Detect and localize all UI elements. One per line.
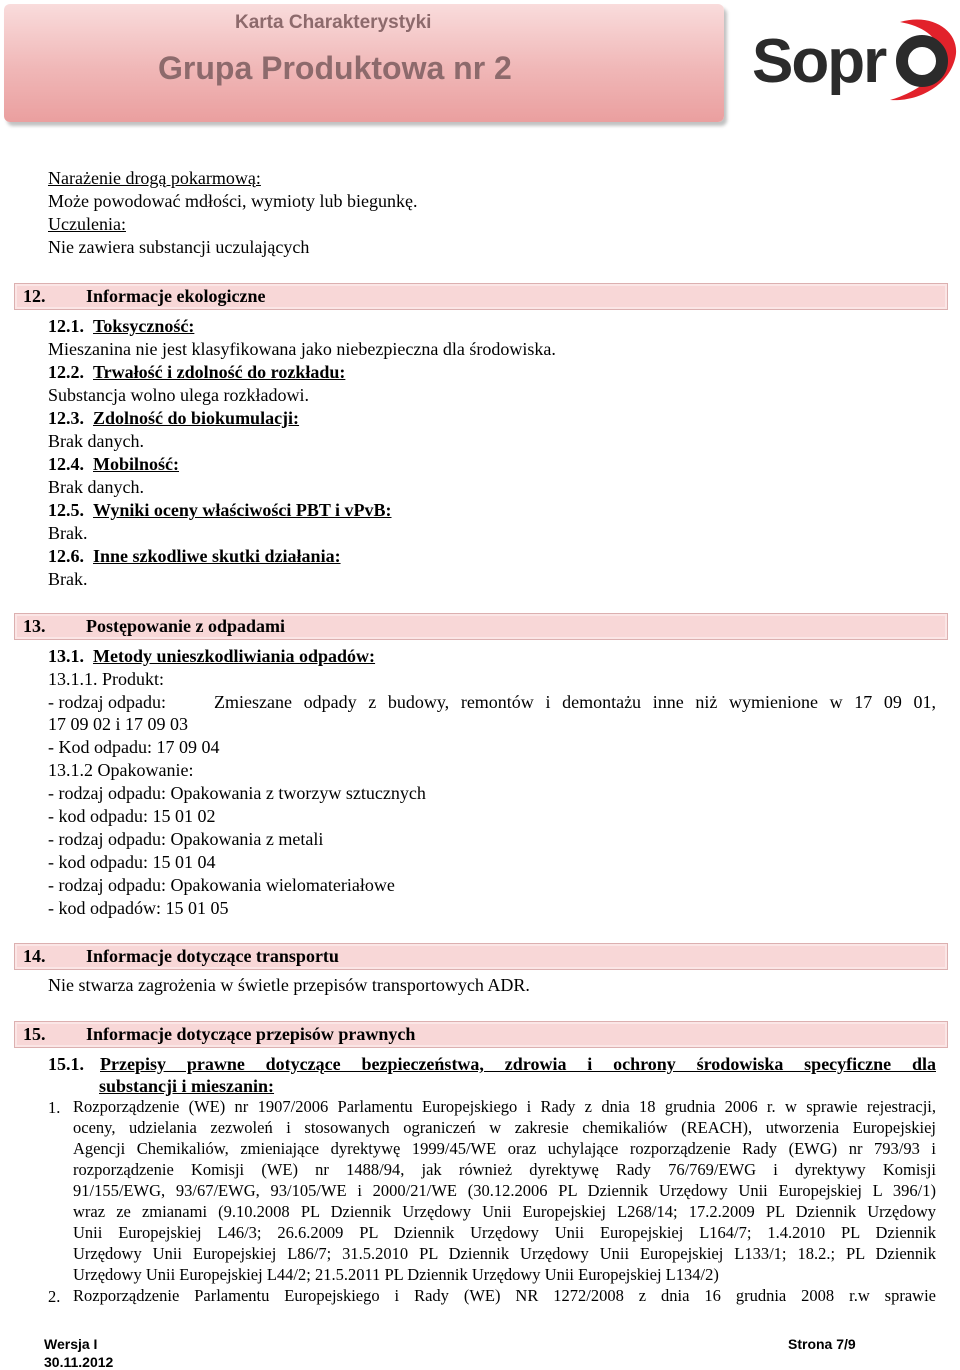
section-number: 12. bbox=[23, 286, 46, 306]
ingestion-heading: Narażenie drogą pokarmową: bbox=[48, 168, 261, 188]
sensitization-heading: Uczulenia: bbox=[48, 214, 126, 234]
packaging-label: 13.1.2 Opakowanie: bbox=[48, 760, 194, 780]
packaging-line: - kod odpadu: 15 01 04 bbox=[48, 852, 216, 872]
section-12-header bbox=[14, 283, 948, 310]
section-number: 15. bbox=[23, 1024, 46, 1044]
footer-version: Wersja I bbox=[44, 1336, 98, 1352]
regulation-line: rozporządzenie Komisji (WE) nr 1488/94, jak również dyrektywę Rady 76/769/EWG i dyrektywy Komisji bbox=[73, 1160, 936, 1179]
subsection-text: Brak. bbox=[48, 523, 88, 543]
regulation-line: Urzędowy Unii Europejskiej L86/7; 31.5.2010 PL Dziennik Urzędowy Unii Europejskiej L133/1; 18.2.; PL Dziennik bbox=[73, 1244, 936, 1263]
packaging-line: - rodzaj odpadu: Opakowania z metali bbox=[48, 829, 324, 849]
subsection-text: Brak. bbox=[48, 569, 88, 589]
subsection-number: 12.3. bbox=[48, 408, 84, 428]
packaging-line: - kod odpadów: 15 01 05 bbox=[48, 898, 229, 918]
waste-type-label: - rodzaj odpadu: bbox=[48, 692, 166, 712]
packaging-line: - rodzaj odpadu: Opakowania wielomateriałowe bbox=[48, 875, 395, 895]
section-number: 14. bbox=[23, 946, 46, 966]
list-marker: 1. bbox=[48, 1098, 61, 1117]
footer-date: 30.11.2012 bbox=[44, 1354, 114, 1370]
packaging-line: - kod odpadu: 15 01 02 bbox=[48, 806, 216, 826]
regulation-line: Agencji Chemikaliów, zmieniające dyrektywę 1999/45/WE oraz uchylające rozporządzenie Rady (EWG) nr 793/93 i bbox=[73, 1139, 936, 1158]
subsection-heading: Inne szkodliwe skutki działania: bbox=[93, 546, 341, 566]
regulation-line: Rozporządzenie (WE) nr 1907/2006 Parlamentu Europejskiego i Rady z dnia 18 grudnia 2006 r. w sprawie rejestracji, bbox=[73, 1097, 936, 1116]
regulation-line: Urzędowy Unii Europejskiej L44/2; 21.5.2011 PL Dziennik Urzędowy Unii Europejskiej L134/2) bbox=[73, 1265, 719, 1284]
section-number: 13. bbox=[23, 616, 46, 636]
subsection-number: 12.6. bbox=[48, 546, 84, 566]
footer-page-number: Strona 7/9 bbox=[788, 1336, 856, 1352]
svg-text:Sopr: Sopr bbox=[752, 27, 886, 96]
regulation-line: 91/155/EWG, 93/67/EWG, 93/105/WE i 2000/21/WE (30.12.2006 PL Dziennik Urzędowy Unii Europejskiej L 396/1) bbox=[73, 1181, 936, 1200]
regulation-line: oceny, udzielania zezwoleń i stosowanych ograniczeń w zakresie chemikaliów (REACH), utworzenia Europejskiej bbox=[73, 1118, 936, 1137]
section-15-header bbox=[14, 1021, 948, 1048]
section-14-header bbox=[14, 943, 948, 970]
subsection-heading: Zdolność do biokumulacji: bbox=[93, 408, 300, 428]
subsection-number: 15.1. bbox=[48, 1054, 84, 1074]
subsection-number: 12.4. bbox=[48, 454, 84, 474]
document-type: Karta Charakterystyki bbox=[235, 12, 432, 33]
section-title: Informacje dotyczące transportu bbox=[86, 946, 339, 966]
sensitization-text: Nie zawiera substancji uczulających bbox=[48, 237, 310, 257]
section-title: Postępowanie z odpadami bbox=[86, 616, 286, 636]
subsection-heading-continued: substancji i mieszanin: bbox=[99, 1076, 275, 1096]
subsection-heading: Toksyczność: bbox=[93, 316, 195, 336]
subsection-number: 13.1. bbox=[48, 646, 84, 666]
subsection-number: 12.2. bbox=[48, 362, 84, 382]
subsection-text: Brak danych. bbox=[48, 431, 144, 451]
sopro-logo bbox=[750, 14, 960, 106]
subsection-text: Substancja wolno ulega rozkładowi. bbox=[48, 385, 309, 405]
subsection-heading: Mobilność: bbox=[93, 454, 180, 474]
transport-text: Nie stwarza zagrożenia w świetle przepisów transportowych ADR. bbox=[48, 975, 530, 995]
regulation-line: Unii Europejskiej L46/3; 26.6.2009 PL Dziennik Urzędowy Unii Europejskiej L164/7; 1.4.2010 PL Dziennik bbox=[73, 1223, 936, 1242]
product-label: 13.1.1. Produkt: bbox=[48, 669, 165, 689]
waste-type-value: Zmieszane odpady z budowy, remontów i demontażu inne niż wymienione w 17 09 01, bbox=[214, 692, 936, 712]
ingestion-text: Może powodować mdłości, wymioty lub biegunkę. bbox=[48, 191, 418, 211]
subsection-heading: Wyniki oceny właściwości PBT i vPvB: bbox=[93, 500, 392, 520]
subsection-number: 12.5. bbox=[48, 500, 84, 520]
regulation-line: wraz ze zmianami (9.10.2008 PL Dziennik Urzędowy Unii Europejskiej L268/14; 17.2.2009 PL Dziennik Urzędowy bbox=[73, 1202, 936, 1221]
subsection-heading: Metody unieszkodliwiania odpadów: bbox=[93, 646, 376, 666]
section-title: Informacje dotyczące przepisów prawnych bbox=[86, 1024, 416, 1044]
waste-type-value-continued: 17 09 02 i 17 09 03 bbox=[48, 714, 189, 734]
waste-code: - Kod odpadu: 17 09 04 bbox=[48, 737, 220, 757]
subsection-text: Mieszanina nie jest klasyfikowana jako niebezpieczna dla środowiska. bbox=[48, 339, 556, 359]
packaging-line: - rodzaj odpadu: Opakowania z tworzyw sztucznych bbox=[48, 783, 426, 803]
product-group-title: Grupa Produktowa nr 2 bbox=[158, 50, 512, 86]
subsection-heading: Przepisy prawne dotyczące bezpieczeństwa, zdrowia i ochrony środowiska specyficzne dla bbox=[100, 1054, 936, 1074]
section-13-header bbox=[14, 613, 948, 640]
subsection-text: Brak danych. bbox=[48, 477, 144, 497]
subsection-heading: Trwałość i zdolność do rozkładu: bbox=[93, 362, 346, 382]
regulation-line: Rozporządzenie Parlamentu Europejskiego i Rady (WE) NR 1272/2008 z dnia 16 grudnia 2008 r.w sprawie bbox=[73, 1286, 936, 1305]
subsection-number: 12.1. bbox=[48, 316, 84, 336]
list-marker: 2. bbox=[48, 1287, 61, 1306]
section-title: Informacje ekologiczne bbox=[86, 286, 266, 306]
